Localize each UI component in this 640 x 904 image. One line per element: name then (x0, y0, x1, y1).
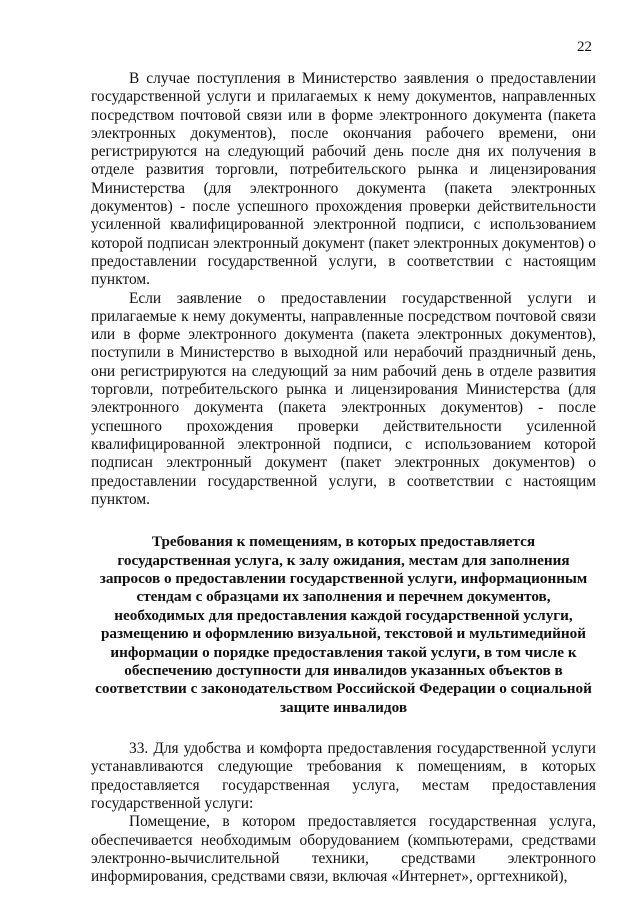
section-heading: Требования к помещениям, в которых предоставляется государственная услуга, к залу ожидания, местам для заполнения запросов о предоставлении государственной услуги, информационным стендам с образцами их заполнения и перечнем документов, необходимых для предоставления каждой государственной услуги, размещению и оформлению визуальной, текстовой и мультимедийной информации о порядке предоставления такой услуги, в том числе к обеспечению доступности для инвалидов указанных объектов в соответствии с законодательством Российской Федерации о социальной защите инвалидов (95, 533, 592, 716)
page-content (91, 70, 596, 887)
spacer (91, 717, 596, 740)
paragraph-postal-registration: В случае поступления в Министерство заявления о предоставлении государственной услуги и прилагаемых к нему документов, направленных посредством почтовой связи или в форме электронного документа (пакета электронных документов), после окончания рабочего времени, они регистрируются на следующий рабочий день после дня их получения в отделе развития торговли, потребительского рынка и лицензирования Министерства (для электронного документа (пакета электронных документов) - после успешного прохождения проверки действительности усиленной квалифицированной электронной подписи, с использованием которой подписан электронный документ (пакет электронных документов) о предоставлении государственной услуги, в соответствии с настоящим пунктом. (91, 70, 596, 289)
paragraph-premises-equipment: Помещение, в котором предоставляется государственная услуга, обеспечивается необходимым оборудованием (компьютерами, средствами электронно-вычислительной техники, средствами электронного информирования, средствами связи, включая «Интернет», оргтехникой), (91, 813, 596, 886)
page-number: 22 (577, 39, 592, 55)
paragraph-holiday-registration: Если заявление о предоставлении государственной услуги и прилагаемые к нему документы, направленные посредством почтовой связи или в форме электронного документа (пакета электронных документов), поступили в Министерство в выходной или нерабочий праздничный день, они регистрируются на следующий за ним рабочий день в отделе развития торговли, потребительского рынка и лицензирования Министерства (для электронного документа (пакета электронных документов) - после успешного прохождения проверки действительности усиленной квалифицированной электронной подписи, с использованием которой подписан электронный документ (пакет электронных документов) о предоставлении государственной услуги, в соответствии с настоящим пунктом. (91, 289, 596, 508)
paragraph-item-33: 33. Для удобства и комфорта предоставления государственной услуги устанавливаются следующие требования к помещениям, в которых предоставляется государственная услуга, местам предоставления государственной услуги: (91, 740, 596, 813)
